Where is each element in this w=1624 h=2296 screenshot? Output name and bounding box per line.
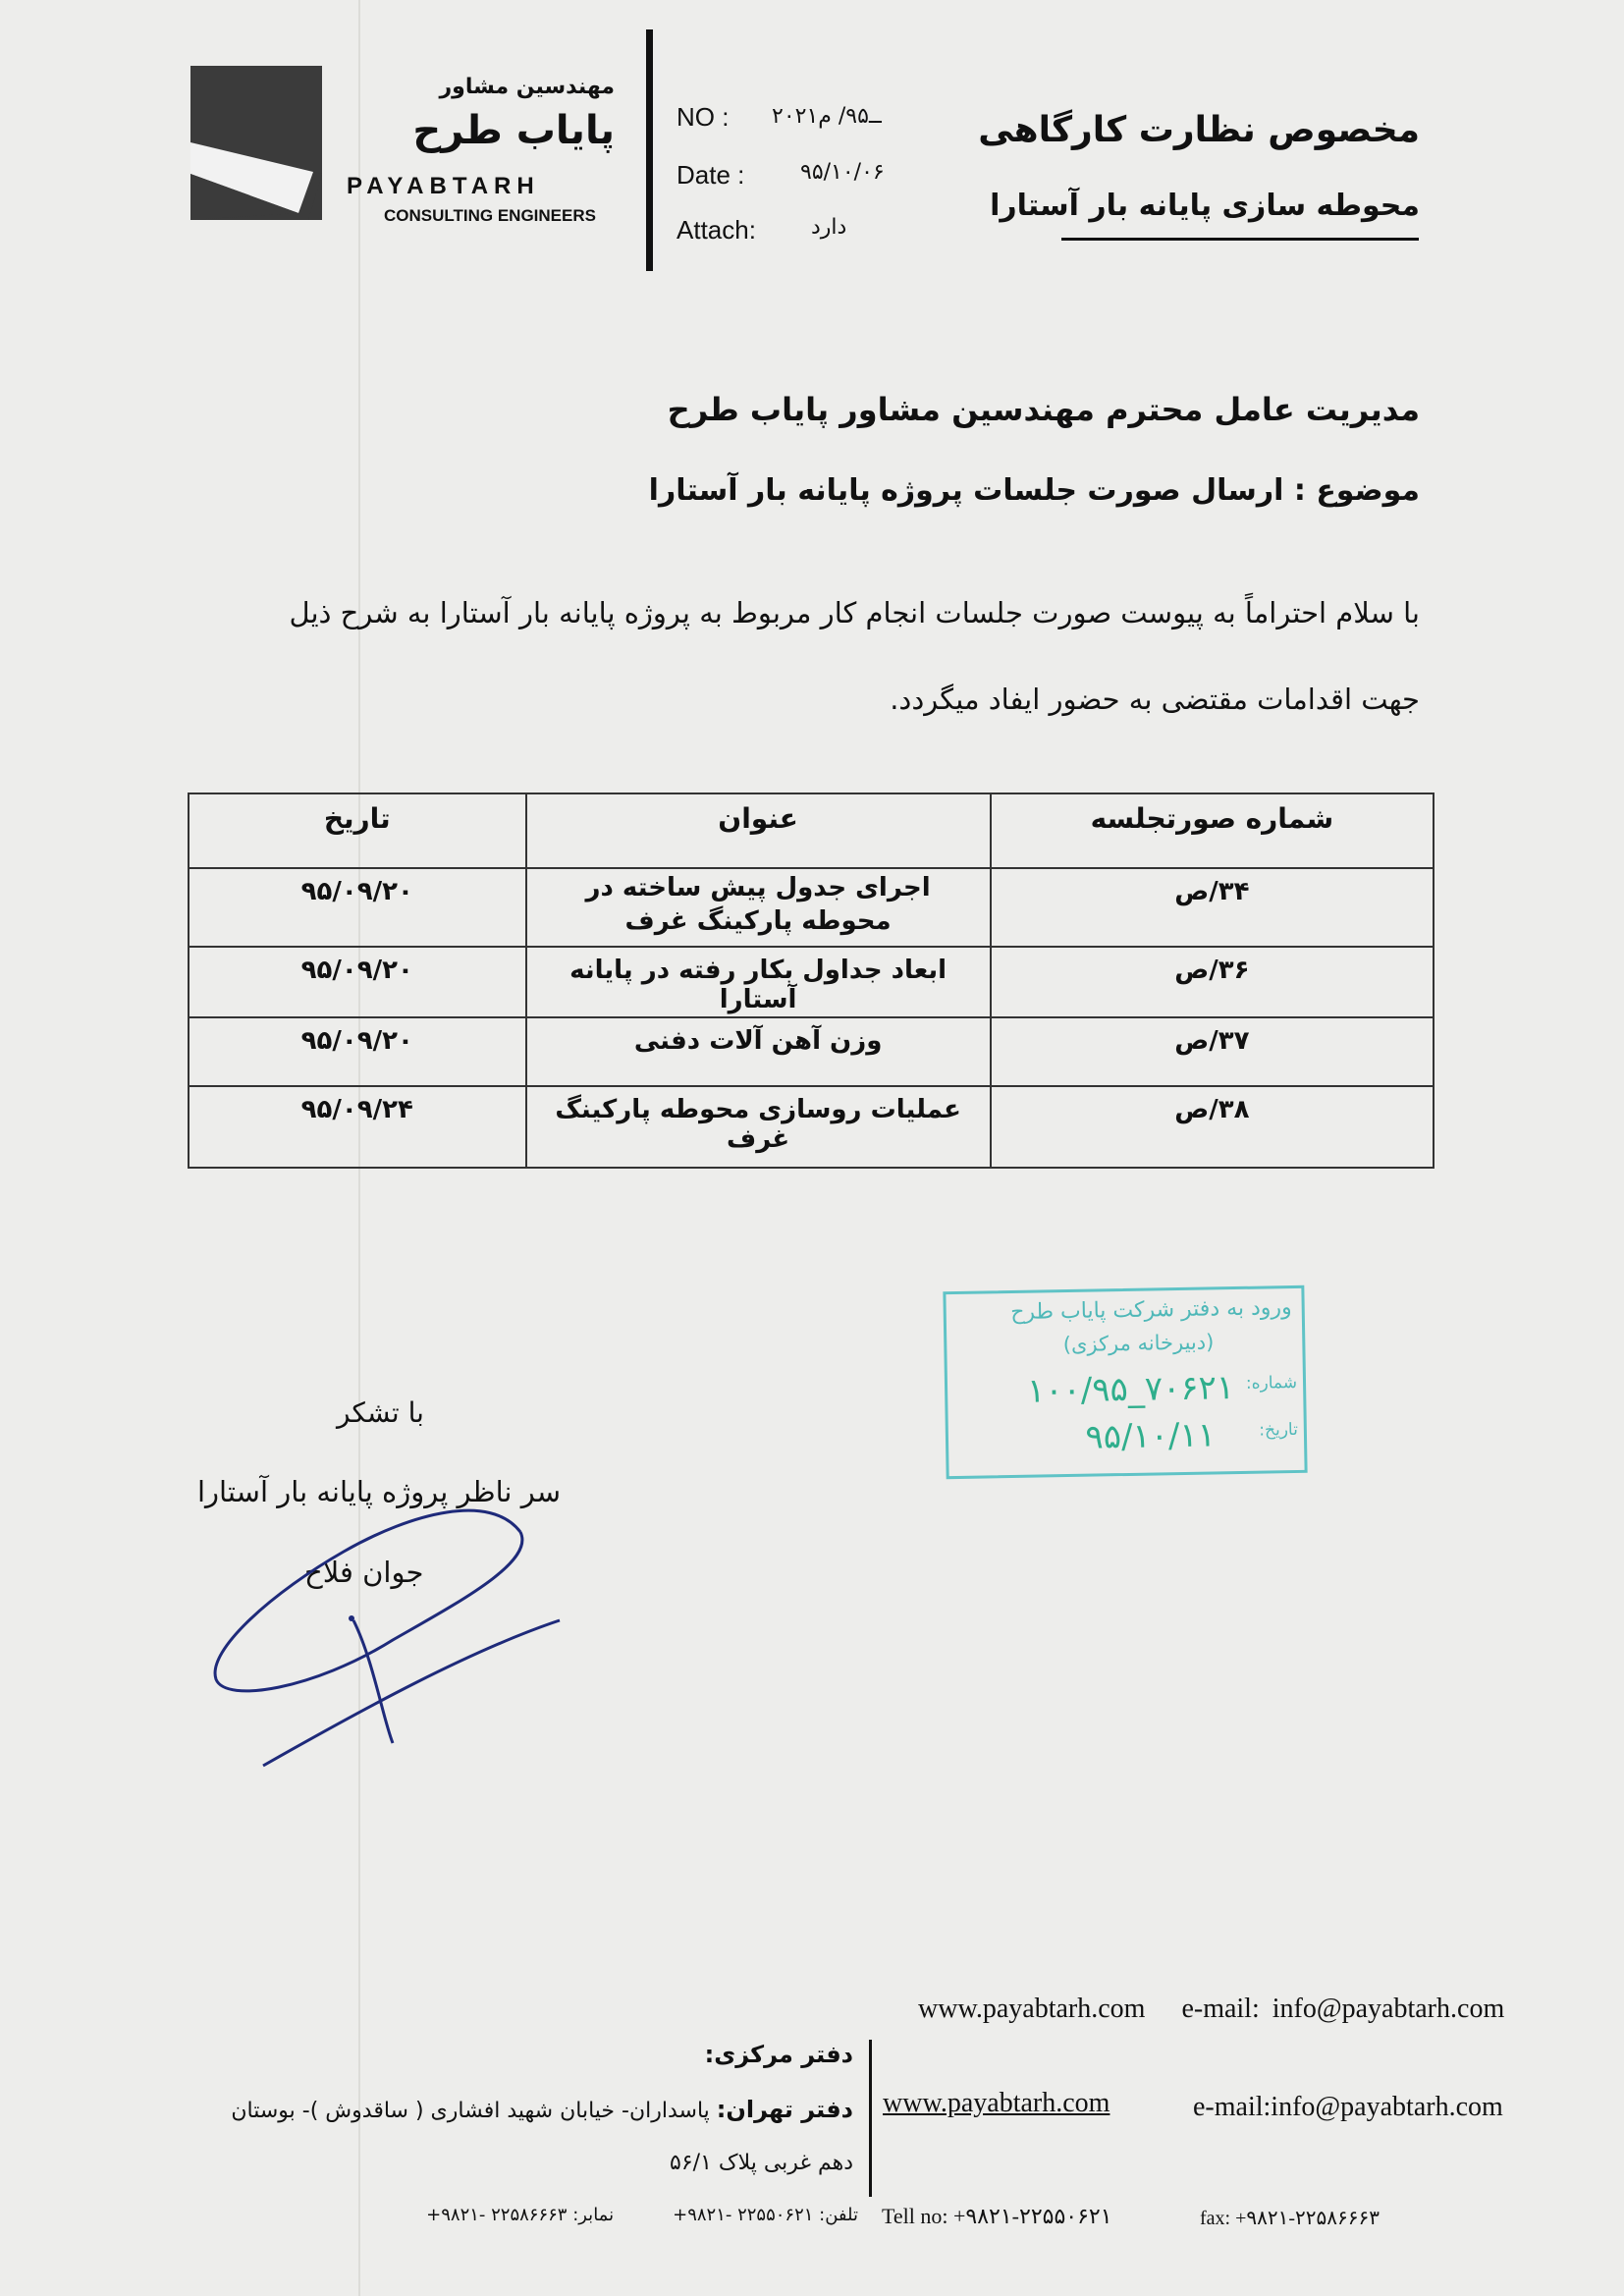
- cell-title: وزن آهن آلات دفنی: [526, 1017, 991, 1086]
- col-header-number: شماره صورتجلسه: [991, 793, 1434, 868]
- table-header-row: [189, 793, 1434, 868]
- stamp-date-label: تاریخ:: [1259, 1419, 1299, 1441]
- stamp-line-2: (دبیرخانه مرکزی): [1062, 1330, 1215, 1357]
- addressee: مدیریت عامل محترم مهندسین مشاور پایاب طرح: [667, 391, 1420, 428]
- logo-fa-small: مهندسین مشاور: [439, 75, 615, 99]
- body-line-1: با سلام احتراماً به پیوست صورت جلسات انجام کار مربوط به پروژه پایانه بار آستارا به شرح ذیل: [289, 596, 1420, 629]
- minutes-table: [188, 793, 1435, 1169]
- footer-fax-en: fax: +۹۸۲۱-۲۲۵۸۶۶۶۳: [1200, 2208, 1380, 2229]
- col-header-title: عنوان: [526, 793, 991, 868]
- footer-email[interactable]: e-mail:info@payabtarh.com: [1193, 2092, 1503, 2122]
- table-row: [189, 1017, 1434, 1086]
- footer-phones-fa: [426, 2205, 858, 2225]
- footer-tehran-address: [231, 2096, 853, 2123]
- attach-value: دارد: [811, 215, 847, 240]
- cell-title: اجرای جدول پیش ساخته در محوطه پارکینگ غرف: [526, 868, 991, 947]
- cell-date: ۹۵/۰۹/۲۰: [189, 947, 526, 1017]
- footer-tehran-address-2: دهم غربی پلاک ۵۶/۱: [670, 2151, 853, 2175]
- header-divider: [646, 29, 653, 271]
- logo-fa-name: پایاب طرح: [412, 108, 615, 153]
- table-row: [189, 868, 1434, 947]
- subject: موضوع : ارسال صورت جلسات پروژه پایانه بار آستارا: [648, 473, 1420, 508]
- signer-name: جوان فلاح: [304, 1556, 424, 1589]
- table-row: [189, 1086, 1434, 1168]
- footer-tehran-address-text: پاسداران- خیابان شهید افشاری ( ساقدوش )- بوستان: [231, 2099, 710, 2123]
- logo-en-name: PAYABTARH: [347, 173, 540, 199]
- footer-email-top[interactable]: e-mail: info@payabtarh.com: [1181, 1994, 1505, 2024]
- stamp-date-value: ۹۵/۱۰/۱۱: [1085, 1415, 1217, 1457]
- cell-title: ابعاد جداول بکار رفته در پایانه آستارا: [526, 947, 991, 1017]
- cell-number: ۳۷/ص: [991, 1017, 1434, 1086]
- footer-tehran-label: دفتر تهران:: [716, 2096, 853, 2123]
- signer-role: سر ناظر پروژه پایانه بار آستارا: [197, 1475, 562, 1508]
- closing-thanks: با تشکر: [337, 1396, 424, 1429]
- footer-tel-en: Tell no: +۹۸۲۱-۲۲۵۵۰۶۲۱: [882, 2204, 1112, 2228]
- stamp-number-value: ۱۰۰/۹۵_۷۰۶۲۱: [1026, 1368, 1235, 1411]
- header-project: محوطه سازی پایانه بار آستارا: [990, 189, 1420, 223]
- no-label: NO :: [677, 102, 730, 132]
- footer-contact-top: [918, 1994, 1504, 2025]
- no-value: ۲۰۲۱ــ۹۵/ م: [772, 104, 882, 129]
- table-row: [189, 947, 1434, 1017]
- header-underline: [1061, 238, 1419, 241]
- stamp-line-1: ورود به دفتر شرکت پایاب طرح: [1010, 1295, 1292, 1326]
- footer-fax-fa: نمابر: ۲۲۵۸۶۶۶۳ -۹۸۲۱+: [426, 2205, 615, 2225]
- cell-date: ۹۵/۰۹/۲۴: [189, 1086, 526, 1168]
- footer-website[interactable]: www.payabtarh.com: [883, 2088, 1110, 2118]
- footer-website-top[interactable]: www.payabtarh.com: [918, 1994, 1146, 2024]
- cell-number: ۳۸/ص: [991, 1086, 1434, 1168]
- cell-date: ۹۵/۰۹/۲۰: [189, 868, 526, 947]
- col-header-date: تاریخ: [189, 793, 526, 868]
- cell-date: ۹۵/۰۹/۲۰: [189, 1017, 526, 1086]
- logo-subtitle: CONSULTING ENGINEERS: [384, 206, 596, 225]
- footer-office-label: دفتر مرکزی:: [704, 2041, 853, 2068]
- letter-body: [192, 593, 1420, 766]
- stamp-number-label: شماره:: [1245, 1372, 1298, 1394]
- header-title: مخصوص نظارت کارگاهی: [978, 110, 1420, 150]
- body-line-2: جهت اقدامات مقتضی به حضور ایفاد میگردد.: [890, 683, 1420, 716]
- received-stamp: [943, 1285, 1307, 1479]
- date-value: ۹۵/۱۰/۰۶: [800, 160, 885, 185]
- cell-title: عملیات روسازی محوطه پارکینگ غرف: [526, 1086, 991, 1168]
- footer-divider: [869, 2040, 872, 2197]
- signature: [196, 1493, 589, 1787]
- footer-tel-fa: تلفن: ۲۲۵۵۰۶۲۱ -۹۸۲۱+: [673, 2205, 858, 2225]
- date-label: Date :: [677, 160, 745, 190]
- cell-number: ۳۴/ص: [991, 868, 1434, 947]
- attach-label: Attach:: [677, 215, 756, 245]
- company-logo-mark: [190, 66, 322, 220]
- cell-number: ۳۶/ص: [991, 947, 1434, 1017]
